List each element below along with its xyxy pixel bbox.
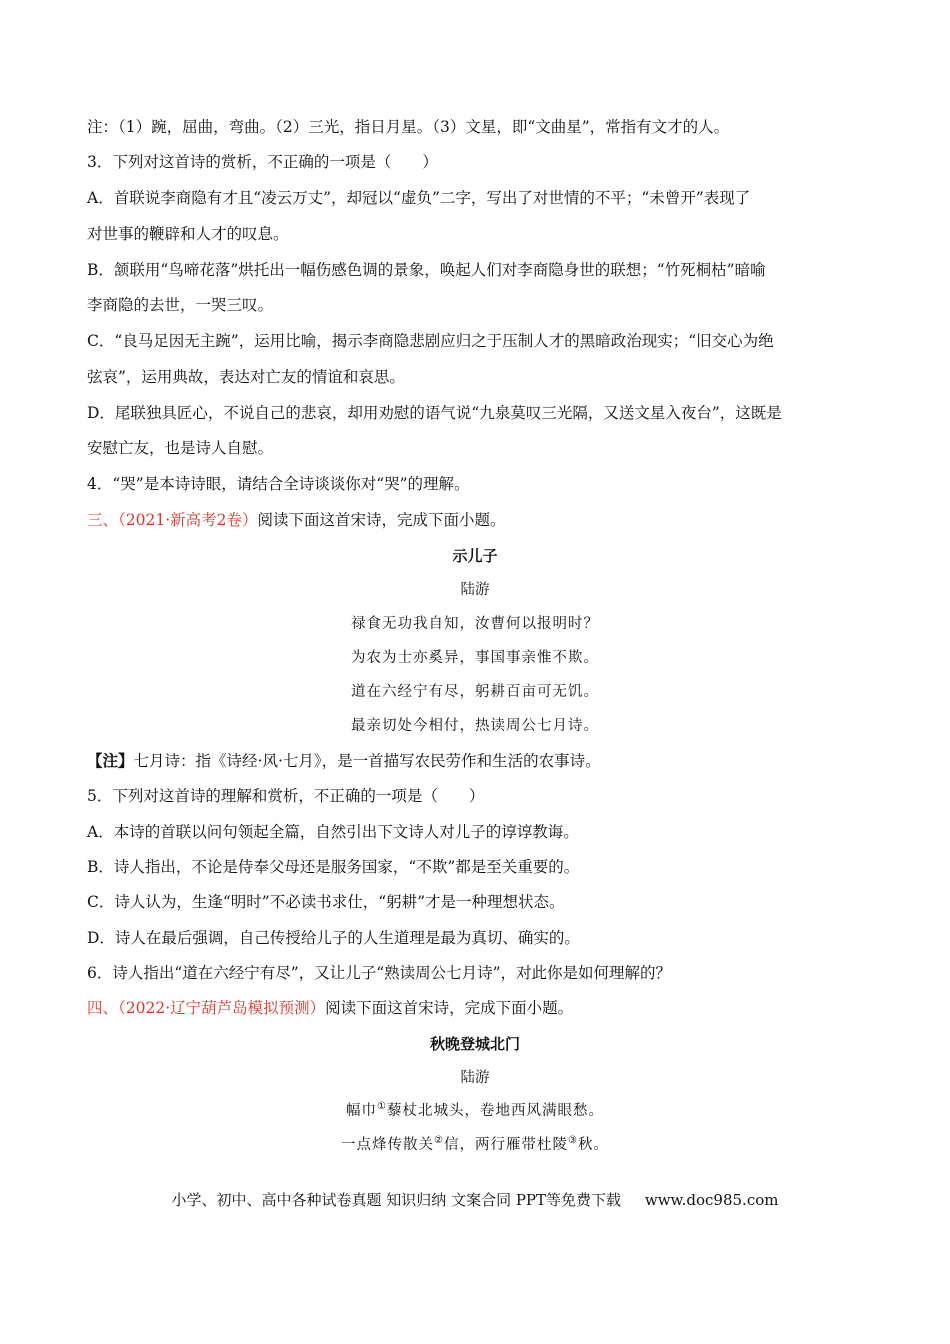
question-3-option-c-cont: 弦哀”，运用典故，表达对亡友的情谊和哀思。	[87, 368, 405, 386]
footnote-marker-3: ③	[568, 1135, 578, 1147]
poem-2-line-1-part-b: 藜杖北城头，卷地西风满眼愁。	[386, 1103, 604, 1119]
question-3-option-b-cont: 李商隐的去世，一哭三叹。	[87, 296, 274, 314]
section-4-heading	[87, 998, 860, 1018]
question-6: 6．诗人指出“道在六经宁有尽”，又让儿子“熟读周公七月诗”，对此你是如何理解的？	[87, 964, 672, 982]
question-3-option-d: D．尾联独具匠心，不说自己的悲哀，却用劝慰的语气说“九泉莫叹三光隔，又送文星入夜台”，这既是	[87, 404, 782, 422]
poem-line-4: 最亲切处今相付，热读周公七月诗。	[351, 718, 599, 734]
section-3-heading	[87, 510, 860, 530]
poem-2-line-2-part-b: 信，两行雁带杜陵	[444, 1137, 568, 1153]
poem-2-line-1	[0, 1101, 950, 1121]
section-3-intro: 阅读下面这首宋诗，完成下面小题。	[257, 511, 506, 529]
poem-title: 示儿子	[452, 547, 498, 565]
page-footer	[0, 1190, 950, 1210]
section-4-source: （2022·辽宁葫芦岛模拟预测）	[118, 999, 326, 1017]
poem-annotation	[87, 751, 860, 771]
question-5-option-c: C．诗人认为，生逢“明时”不必读书求仕，“躬耕”才是一种理想状态。	[87, 893, 565, 911]
poem-2-title: 秋晚登城北门	[429, 1035, 520, 1053]
question-3-option-d-cont: 安慰亡友，也是诗人自慰。	[87, 439, 274, 457]
poem-line-2: 为农为士亦奚异，事国事亲惟不欺。	[351, 650, 599, 666]
question-3-option-b: B．颔联用“鸟啼花落”烘托出一幅伤感色调的景象，唤起人们对李商隐身世的联想；“竹死桐枯”暗喻	[87, 261, 766, 279]
poem-2-author: 陆游	[460, 1070, 490, 1086]
question-3-option-a: A．首联说李商隐有才且“凌云万丈”，却冠以“虚负”二字，写出了对世情的不平；“未曾开”表现了	[87, 189, 751, 207]
poem-2-line-1-part-a: 幅巾	[346, 1103, 378, 1119]
section-3-source: （2021·新高考2卷）	[118, 511, 258, 529]
poem-note: 注：（1）踠，屈曲，弯曲。（2）三光，指日月星。（3）文星，即“文曲星”，常指有文才的人。	[87, 118, 730, 136]
section-3-prefix: 三、	[87, 511, 119, 529]
question-3-option-c: C．“良马足因无主踠”，运用比喻，揭示李商隐悲剧应归之于压制人才的黑暗政治现实；“旧交心为绝	[87, 332, 774, 350]
poem-2-line-2	[0, 1135, 950, 1155]
question-5-option-d: D．诗人在最后强调，自己传授给儿子的人生道理是最为真切、确实的。	[87, 929, 580, 947]
section-4-intro: 阅读下面这首宋诗，完成下面小题。	[325, 999, 574, 1017]
poem-line-1: 禄食无功我自知，汝曹何以报明时？	[351, 616, 599, 632]
question-5-stem: 5．下列对这首诗的理解和赏析，不正确的一项是（ ）	[87, 787, 485, 805]
footnote-marker-2: ②	[434, 1135, 444, 1147]
annotation-label: 【注】	[87, 751, 134, 770]
annotation-text: 七月诗：指《诗经·风·七月》，是一首描写农民劳作和生活的农事诗。	[133, 752, 601, 770]
question-3-option-a-cont: 对世事的鞭辟和人才的叹息。	[87, 225, 289, 243]
footer-url[interactable]: www.doc985.com	[644, 1191, 779, 1209]
poem-2-line-2-part-c: 秋。	[577, 1137, 609, 1153]
footnote-marker-1: ①	[377, 1101, 387, 1113]
poem-line-3: 道在六经宁有尽，躬耕百亩可无饥。	[351, 684, 599, 700]
section-4-prefix: 四、	[87, 999, 119, 1017]
footer-text: 小学、初中、高中各种试卷真题 知识归纳 文案合同 PPT等免费下载	[171, 1191, 622, 1209]
question-4: 4．“哭”是本诗诗眼，请结合全诗谈谈你对“哭”的理解。	[87, 475, 470, 493]
poem-2-line-2-part-a: 一点烽传散关	[341, 1137, 435, 1153]
question-5-option-a: A．本诗的首联以问句领起全篇，自然引出下文诗人对儿子的谆谆教诲。	[87, 823, 579, 841]
poem-author: 陆游	[460, 582, 490, 598]
question-3-stem: 3．下列对这首诗的赏析，不正确的一项是（ ）	[87, 153, 438, 171]
question-5-option-b: B．诗人指出，不论是侍奉父母还是服务国家，“不欺”都是至关重要的。	[87, 858, 580, 876]
